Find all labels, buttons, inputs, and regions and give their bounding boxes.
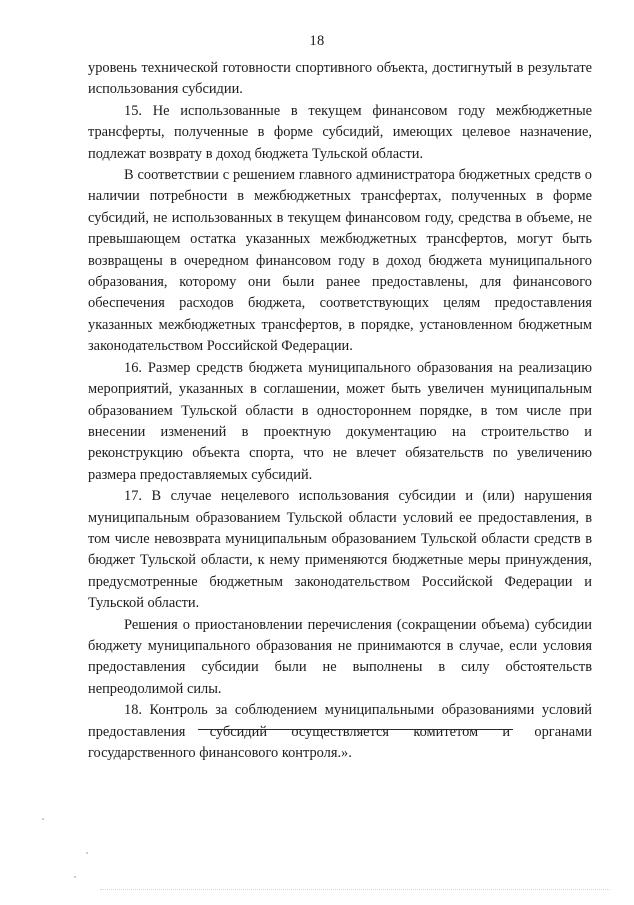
document-body bbox=[88, 58, 592, 764]
page-number: 18 bbox=[309, 33, 325, 49]
paragraph-item-17: 17. В случае нецелевого использования субсидии и (или) нарушения муниципальным образованием Тульской области условий ее предоставления, в том числе невозврата муниципальным образованием Тульской области средств в бюджет Тульской области, к нему применяются бюджетные меры принуждения, предусмотренные бюджетным законодательством Российской Федерации и Тульской области. bbox=[88, 488, 592, 612]
scan-speck bbox=[86, 852, 88, 854]
paragraph-return-decision: В соответствии с решением главного администратора бюджетных средств о наличии потребности в межбюджетных трансфертах, полученных в форме субсидий, не использованных в текущем финансовом году, средства в объеме, не превышающем остатка указанных межбюджетных трансфертов, могут быть возвращены в очередном финансовом году в доход бюджета муниципального образования, которому они были ранее предоставлены, для финансового обеспечения расходов бюджета, соответствующих целям предоставления указанных межбюджетных трансфертов, в порядке, установленном бюджетным законодательством Российской Федерации. bbox=[88, 167, 592, 355]
paragraph-continuation: уровень технической готовности спортивного объекта, достигнутый в результате использования субсидии. bbox=[88, 60, 592, 98]
paragraph-item-16: 16. Размер средств бюджета муниципального образования на реализацию мероприятий, указанных в соглашении, может быть увеличен муниципальным образованием Тульской области в одностороннем порядке, в том числе при внесении изменений в проектную документацию на строительство и реконструкцию объекта спорта, что не влечет обязательств по увеличению размера предоставляемых субсидий. bbox=[88, 359, 592, 483]
end-separator-line bbox=[198, 729, 513, 730]
scan-edge-line bbox=[100, 889, 610, 890]
scan-speck bbox=[42, 818, 44, 820]
paragraph-item-18: 18. Контроль за соблюдением муниципальными образованиями условий предоставления субсидий осуществляется комитетом и органами государственного финансового контроля.». bbox=[88, 702, 592, 761]
scan-speck bbox=[74, 876, 76, 878]
paragraph-item-15: 15. Не использованные в текущем финансовом году межбюджетные трансферты, полученные в форме субсидий, имеющих целевое назначение, подлежат возврату в доход бюджета Тульской области. bbox=[88, 102, 592, 162]
paragraph-suspension-decision: Решения о приостановлении перечисления (сокращении объема) субсидии бюджету муниципального образования не принимаются в случае, если условия предоставления субсидии были не выполнены в силу обстоятельств непреодолимой силы. bbox=[88, 616, 592, 697]
